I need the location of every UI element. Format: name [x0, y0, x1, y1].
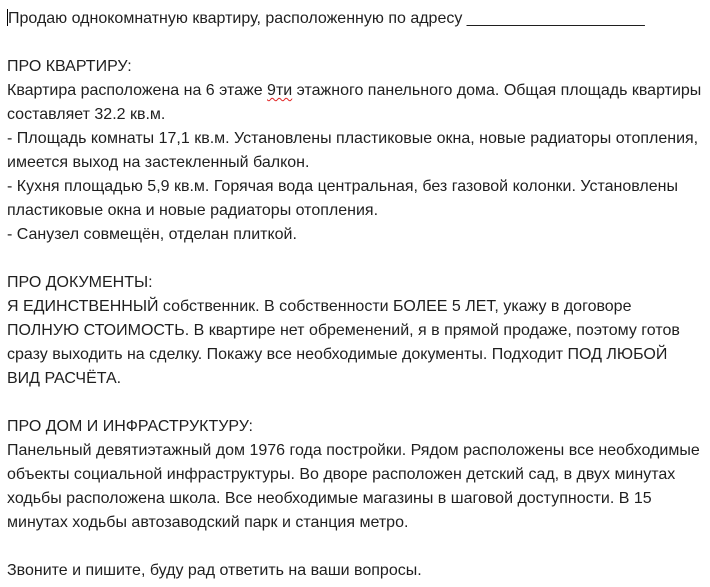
apartment-line-7: - Санузел совмещён, отделан плиткой.	[7, 226, 297, 243]
apartment-line-5: - Кухня площадью 5,9 кв.м. Горячая вода центральная, без газовой колонки. Установлены	[7, 178, 678, 195]
intro-text: Продаю однокомнатную квартиру, расположенную по адресу	[8, 10, 467, 27]
spacer	[7, 31, 707, 55]
apartment-line-2: составляет 32.2 кв.м.	[7, 106, 166, 123]
documents-line-2: ПОЛНУЮ СТОИМОСТЬ. В квартире нет обременений, я в прямой продаже, поэтому готов	[7, 322, 680, 339]
section-heading-documents: ПРО ДОКУМЕНТЫ:	[7, 274, 153, 291]
documents-line-4: ВИД РАСЧЁТА.	[7, 370, 122, 387]
documents-line-3: сразу выходить на сделку. Покажу все необходимые документы. Подходит ПОД ЛЮБОЙ	[7, 346, 668, 363]
apartment-line-1-end: этажного панельного дома. Общая площадь квартиры	[292, 82, 702, 99]
infrastructure-line-3: ходьбы расположена школа. Все необходимые магазины в шаговой доступности. В 15	[7, 490, 652, 507]
closing-line: Звоните и пишите, буду рад ответить на ваши вопросы.	[7, 562, 422, 579]
spacer	[7, 391, 707, 415]
section-heading-apartment: ПРО КВАРТИРУ:	[7, 58, 132, 75]
infrastructure-line-4: минутах ходьбы автозаводский парк и станция метро.	[7, 514, 409, 531]
intro-line	[7, 7, 707, 31]
infrastructure-line-1: Панельный девятиэтажный дом 1976 года постройки. Рядом расположены все необходимые	[7, 442, 700, 459]
documents-line-1: Я ЕДИНСТВЕННЫЙ собственник. В собственности БОЛЕЕ 5 ЛЕТ, укажу в договоре	[7, 298, 632, 315]
apartment-line-1-start: Квартира расположена на 6 этаже	[7, 82, 268, 99]
misspelled-word[interactable]: 9ти	[267, 82, 293, 99]
infrastructure-line-2: объекты социальной инфраструктуры. Во дворе расположен детский сад, в двух минутах	[7, 466, 676, 483]
section-heading-infrastructure: ПРО ДОМ И ИНФРАСТРУКТУРУ:	[7, 418, 253, 435]
spacer	[7, 247, 707, 271]
spacer	[7, 535, 707, 559]
apartment-line-4: имеется выход на застекленный балкон.	[7, 154, 310, 171]
apartment-line-3: - Площадь комнаты 17,1 кв.м. Установлены пластиковые окна, новые радиаторы отопления,	[7, 130, 699, 147]
apartment-line-1	[7, 79, 707, 103]
document-body[interactable]	[7, 7, 707, 583]
address-blank: ____________________	[466, 10, 645, 27]
apartment-line-6: пластиковые окна и новые радиаторы отопления.	[7, 202, 379, 219]
